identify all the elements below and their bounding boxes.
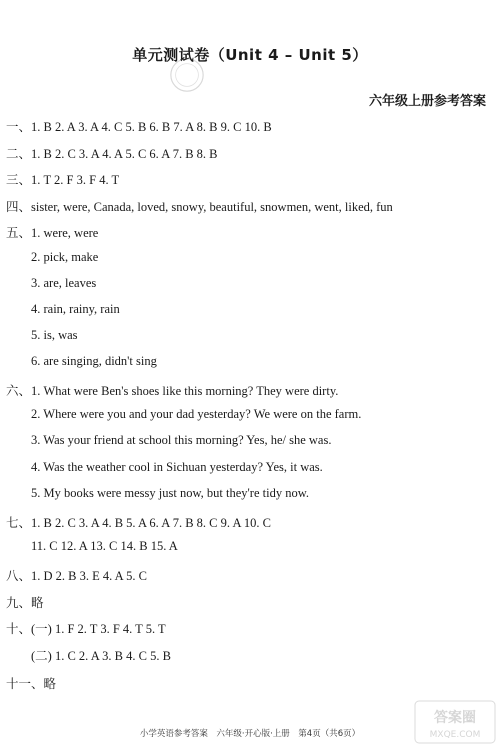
answer-line-16: 七、1. B 2. C 3. A 4. B 5. A 6. A 7. B 8. C 9. A 10. C	[6, 516, 271, 530]
page-title: 单元测试卷（Unit 4 – Unit 5）	[132, 46, 368, 64]
answer-line-7: 3. are, leaves	[31, 276, 97, 290]
answer-line-13: 3. Was your friend at school this morning? Yes, he/ she was.	[31, 433, 332, 447]
answer-line-8: 4. rain, rainy, rain	[31, 302, 120, 316]
answer-line-6: 2. pick, make	[31, 250, 99, 264]
answer-line-3: 三、1. T 2. F 3. F 4. T	[6, 173, 120, 187]
answer-line-5: 五、1. were, were	[6, 226, 99, 240]
answer-line-2: 二、1. B 2. C 3. A 4. A 5. C 6. A 7. B 8. B	[6, 147, 218, 161]
stamp-mark-icon	[168, 56, 206, 94]
answer-key-subtitle: 六年级上册参考答案	[368, 94, 486, 109]
answer-line-10: 6. are singing, didn't sing	[31, 354, 157, 368]
svg-text:MXQE.COM: MXQE.COM	[429, 730, 481, 740]
svg-text:答案圈: 答案圈	[434, 710, 476, 726]
answer-line-11: 六、1. What were Ben's shoes like this morning? They were dirty.	[6, 384, 339, 398]
answer-line-15: 5. My books were messy just now, but they're tidy now.	[31, 486, 310, 500]
answer-line-18: 八、1. D 2. B 3. E 4. A 5. C	[6, 569, 147, 583]
answer-line-9: 5. is, was	[31, 328, 78, 342]
answer-line-19: 九、略	[6, 596, 44, 610]
answer-line-1: 一、1. B 2. A 3. A 4. C 5. B 6. B 7. A 8. B 9. C 10. B	[6, 120, 272, 134]
answer-line-4: 四、sister, were, Canada, loved, snowy, beautiful, snowmen, went, liked, fun	[6, 200, 393, 214]
answer-line-20: 十、(一) 1. F 2. T 3. F 4. T 5. T	[6, 622, 166, 636]
answer-line-21: (二) 1. C 2. A 3. B 4. C 5. B	[31, 649, 171, 663]
answer-line-12: 2. Where were you and your dad yesterday? We were on the farm.	[31, 407, 362, 421]
page-footer: 小学英语参考答案 六年级·开心版·上册 第4页（共6页）	[139, 729, 361, 739]
watermark-logo-icon	[414, 700, 496, 744]
answer-line-22: 十一、略	[6, 677, 57, 691]
answer-line-17: 11. C 12. A 13. C 14. B 15. A	[31, 539, 178, 553]
answer-line-14: 4. Was the weather cool in Sichuan yesterday? Yes, it was.	[31, 460, 323, 474]
